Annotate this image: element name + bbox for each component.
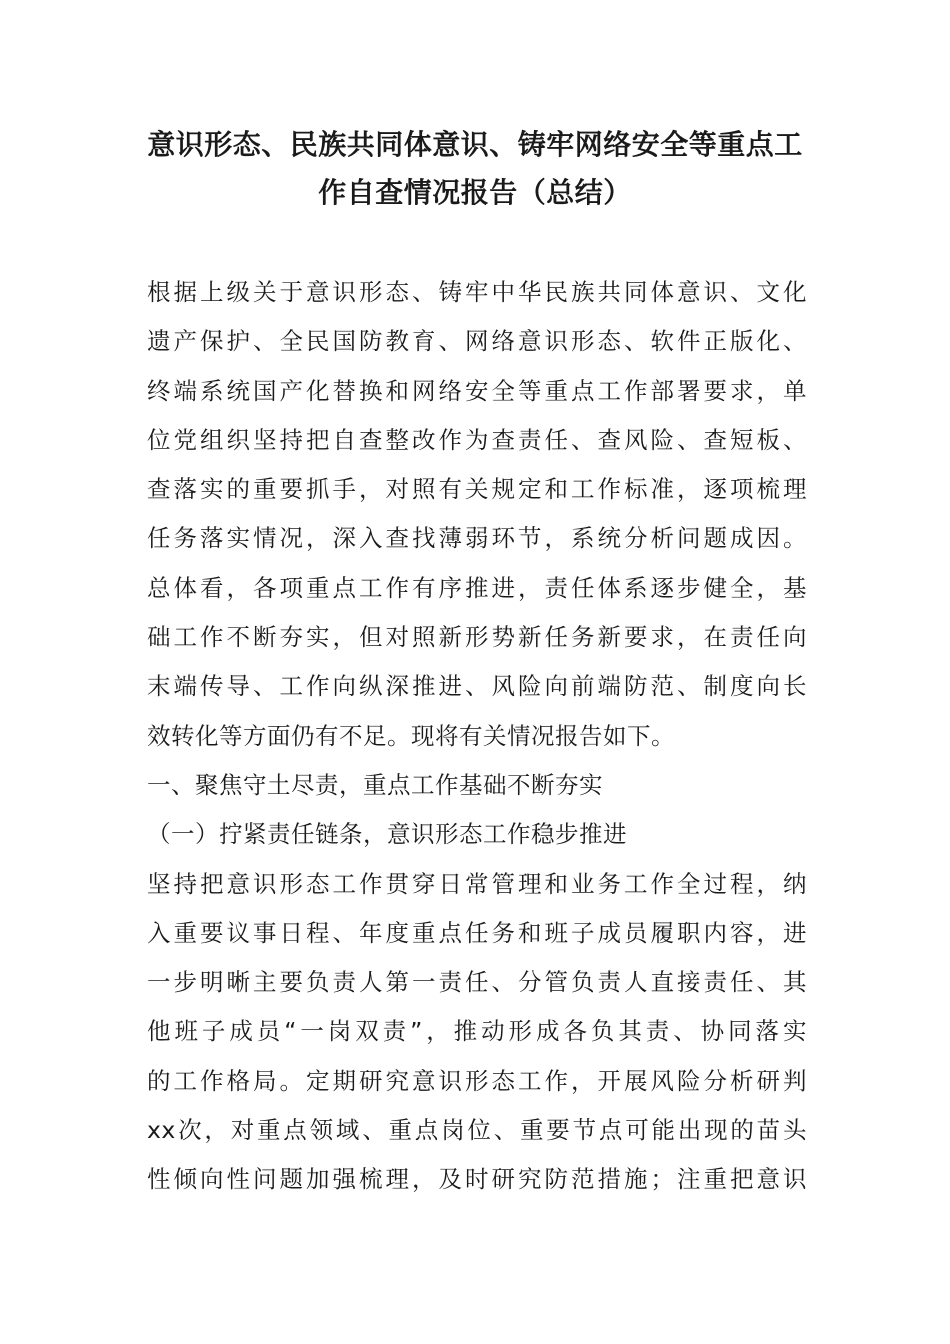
body-line: 坚持把意识形态工作贯穿日常管理和业务工作全过程，纳 — [147, 869, 807, 898]
document-body — [147, 268, 807, 1205]
document-title-line-2: 作自查情况报告（总结） — [318, 176, 632, 209]
body-line: 根据上级关于意识形态、铸牢中华民族共同体意识、文化 — [147, 278, 807, 306]
body-line: 一步明晰主要负责人第一责任、分管负责人直接责任、其 — [147, 968, 807, 997]
body-line: 终端系统国产化替换和网络安全等重点工作部署要求，单 — [147, 376, 807, 405]
body-line: xx次，对重点领域、重点岗位、重要节点可能出现的苗头 — [147, 1116, 807, 1145]
body-line: 入重要议事日程、年度重点任务和班子成员履职内容，进 — [147, 918, 807, 947]
body-line: 总体看，各项重点工作有序推进，责任体系逐步健全，基 — [147, 573, 807, 602]
body-line: 末端传导、工作向纵深推进、风险向前端防范、制度向长 — [147, 672, 807, 701]
subsection-heading: （一）拧紧责任链条，意识形态工作稳步推进 — [147, 820, 627, 849]
body-line: 他班子成员“一岗双责”，推动形成各负其责、协同落实 — [147, 1017, 807, 1046]
body-line: 效转化等方面仍有不足。现将有关情况报告如下。 — [147, 721, 675, 750]
body-line: 位党组织坚持把自查整改作为查责任、查风险、查短板、 — [147, 425, 807, 454]
body-line: 础工作不断夯实，但对照新形势新任务新要求，在责任向 — [147, 623, 807, 652]
body-line: 查落实的重要抓手，对照有关规定和工作标准，逐项梳理 — [147, 475, 807, 504]
body-line: 性倾向性问题加强梳理，及时研究防范措施；注重把意识 — [147, 1165, 807, 1194]
section-heading: 一、聚焦守土尽责，重点工作基础不断夯实 — [147, 770, 603, 799]
body-line: 的工作格局。定期研究意识形态工作，开展风险分析研判 — [147, 1066, 807, 1095]
document-title-line-1: 意识形态、民族共同体意识、铸牢网络安全等重点工 — [147, 128, 803, 161]
body-line: 任务落实情况，深入查找薄弱环节，系统分析问题成因。 — [147, 524, 807, 553]
body-line: 遗产保护、全民国防教育、网络意识形态、软件正版化、 — [147, 327, 807, 356]
